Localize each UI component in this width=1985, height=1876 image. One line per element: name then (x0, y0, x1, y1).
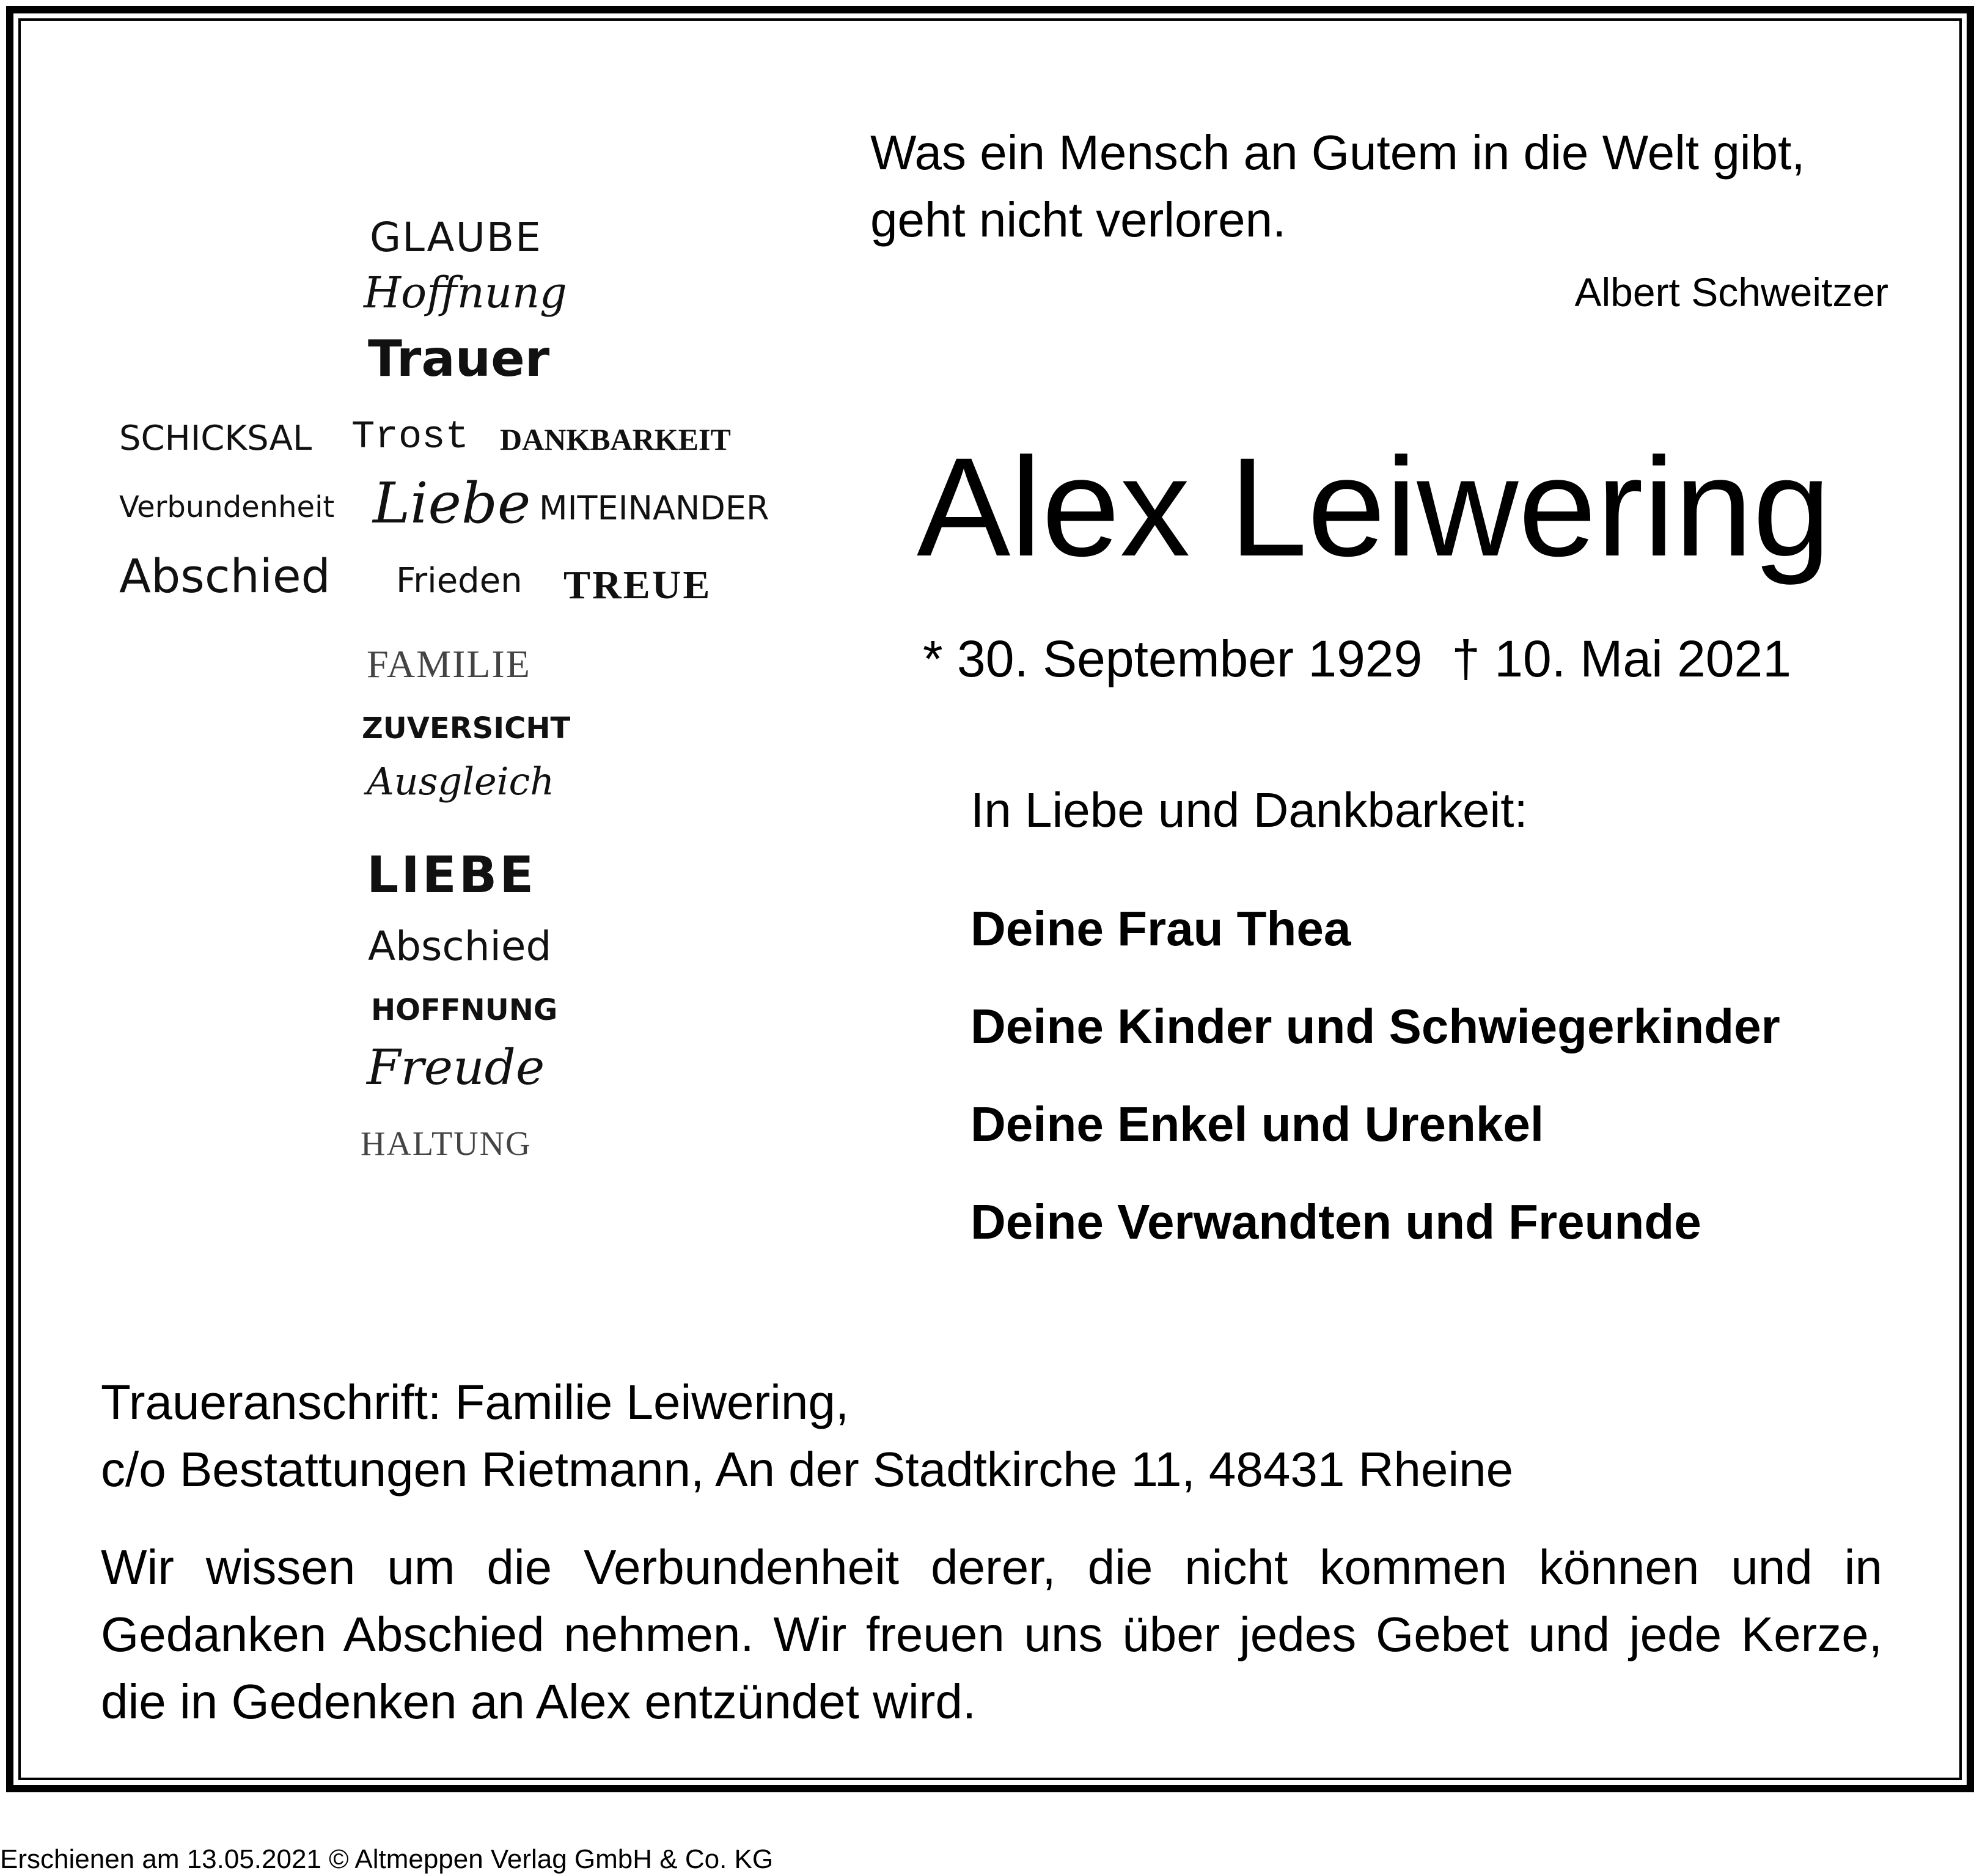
cross-word-hoffnung-script: Hoffnung (364, 268, 567, 318)
cross-word-abschied-row: Abschied (119, 549, 331, 603)
cross-word-freude: Freude (367, 1039, 545, 1096)
cross-word-verbundenheit: Verbundenheit (119, 490, 335, 524)
cross-word-liebe-script: Liebe (373, 471, 531, 536)
cross-word-dankbarkeit: DANKBARKEIT (500, 422, 731, 456)
life-dates (923, 629, 1791, 689)
cross-word-abschied-stem: Abschied (368, 923, 552, 970)
quote-author: Albert Schweitzer (1574, 269, 1888, 315)
address-line-1: Traueranschrift: Familie Leiwering, (101, 1375, 849, 1429)
cross-word-glaube: GLAUBE (370, 214, 542, 261)
quote-line-2: geht nicht verloren. (870, 192, 1286, 247)
cross-word-familie: FAMILIE (367, 642, 531, 686)
word-cross (104, 202, 819, 1192)
cross-word-ausgleich: Ausgleich (367, 759, 555, 804)
mourner-line: Deine Frau Thea (970, 901, 1351, 956)
publication-footer: Erschienen am 13.05.2021 © Altmeppen Verlag GmbH & Co. KG (0, 1844, 774, 1874)
cross-word-zuversicht: ZUVERSICHT (362, 711, 571, 746)
closing-text: Wir wissen um die Verbundenheit derer, die nicht kommen können und in Gedanken Abschied nehmen. Wir freuen uns über jedes Gebet und jede Kerze, die in Gedenken an Alex entzündet wird. (101, 1540, 1882, 1729)
cross-word-frieden: Frieden (396, 561, 523, 601)
mourners-list (970, 892, 1780, 1283)
quote (870, 119, 1805, 254)
cross-word-liebe-bold: LIEBE (367, 846, 537, 904)
cross-word-treue: TREUE (563, 563, 712, 607)
quote-line-1: Was ein Mensch an Gutem in die Welt gibt, (870, 125, 1805, 180)
deceased-name: Alex Leiwering (917, 428, 1831, 585)
death-date: † 10. Mai 2021 (1451, 630, 1791, 687)
cross-word-schicksal: SCHICKSAL (119, 419, 312, 458)
cross-word-trost: Trost (351, 416, 469, 460)
address-line-2: c/o Bestattungen Rietmann, An der Stadtkirche 11, 48431 Rheine (101, 1442, 1514, 1497)
mourner-line: Deine Enkel und Urenkel (970, 1097, 1544, 1151)
birth-date: * 30. September 1929 (923, 630, 1423, 687)
cross-word-miteinander: MITEINANDER (539, 489, 769, 527)
mourning-address (101, 1369, 1513, 1503)
mourner-line: Deine Verwandten und Freunde (970, 1195, 1701, 1249)
cross-word-trauer: Trauer (368, 330, 550, 388)
mourner-line: Deine Kinder und Schwiegerkinder (970, 999, 1780, 1053)
cross-word-hoffnung-caps: HOFFNUNG (371, 993, 558, 1027)
cross-word-haltung: HALTUNG (361, 1125, 532, 1163)
dedication: In Liebe und Dankbarkeit: (970, 783, 1528, 837)
